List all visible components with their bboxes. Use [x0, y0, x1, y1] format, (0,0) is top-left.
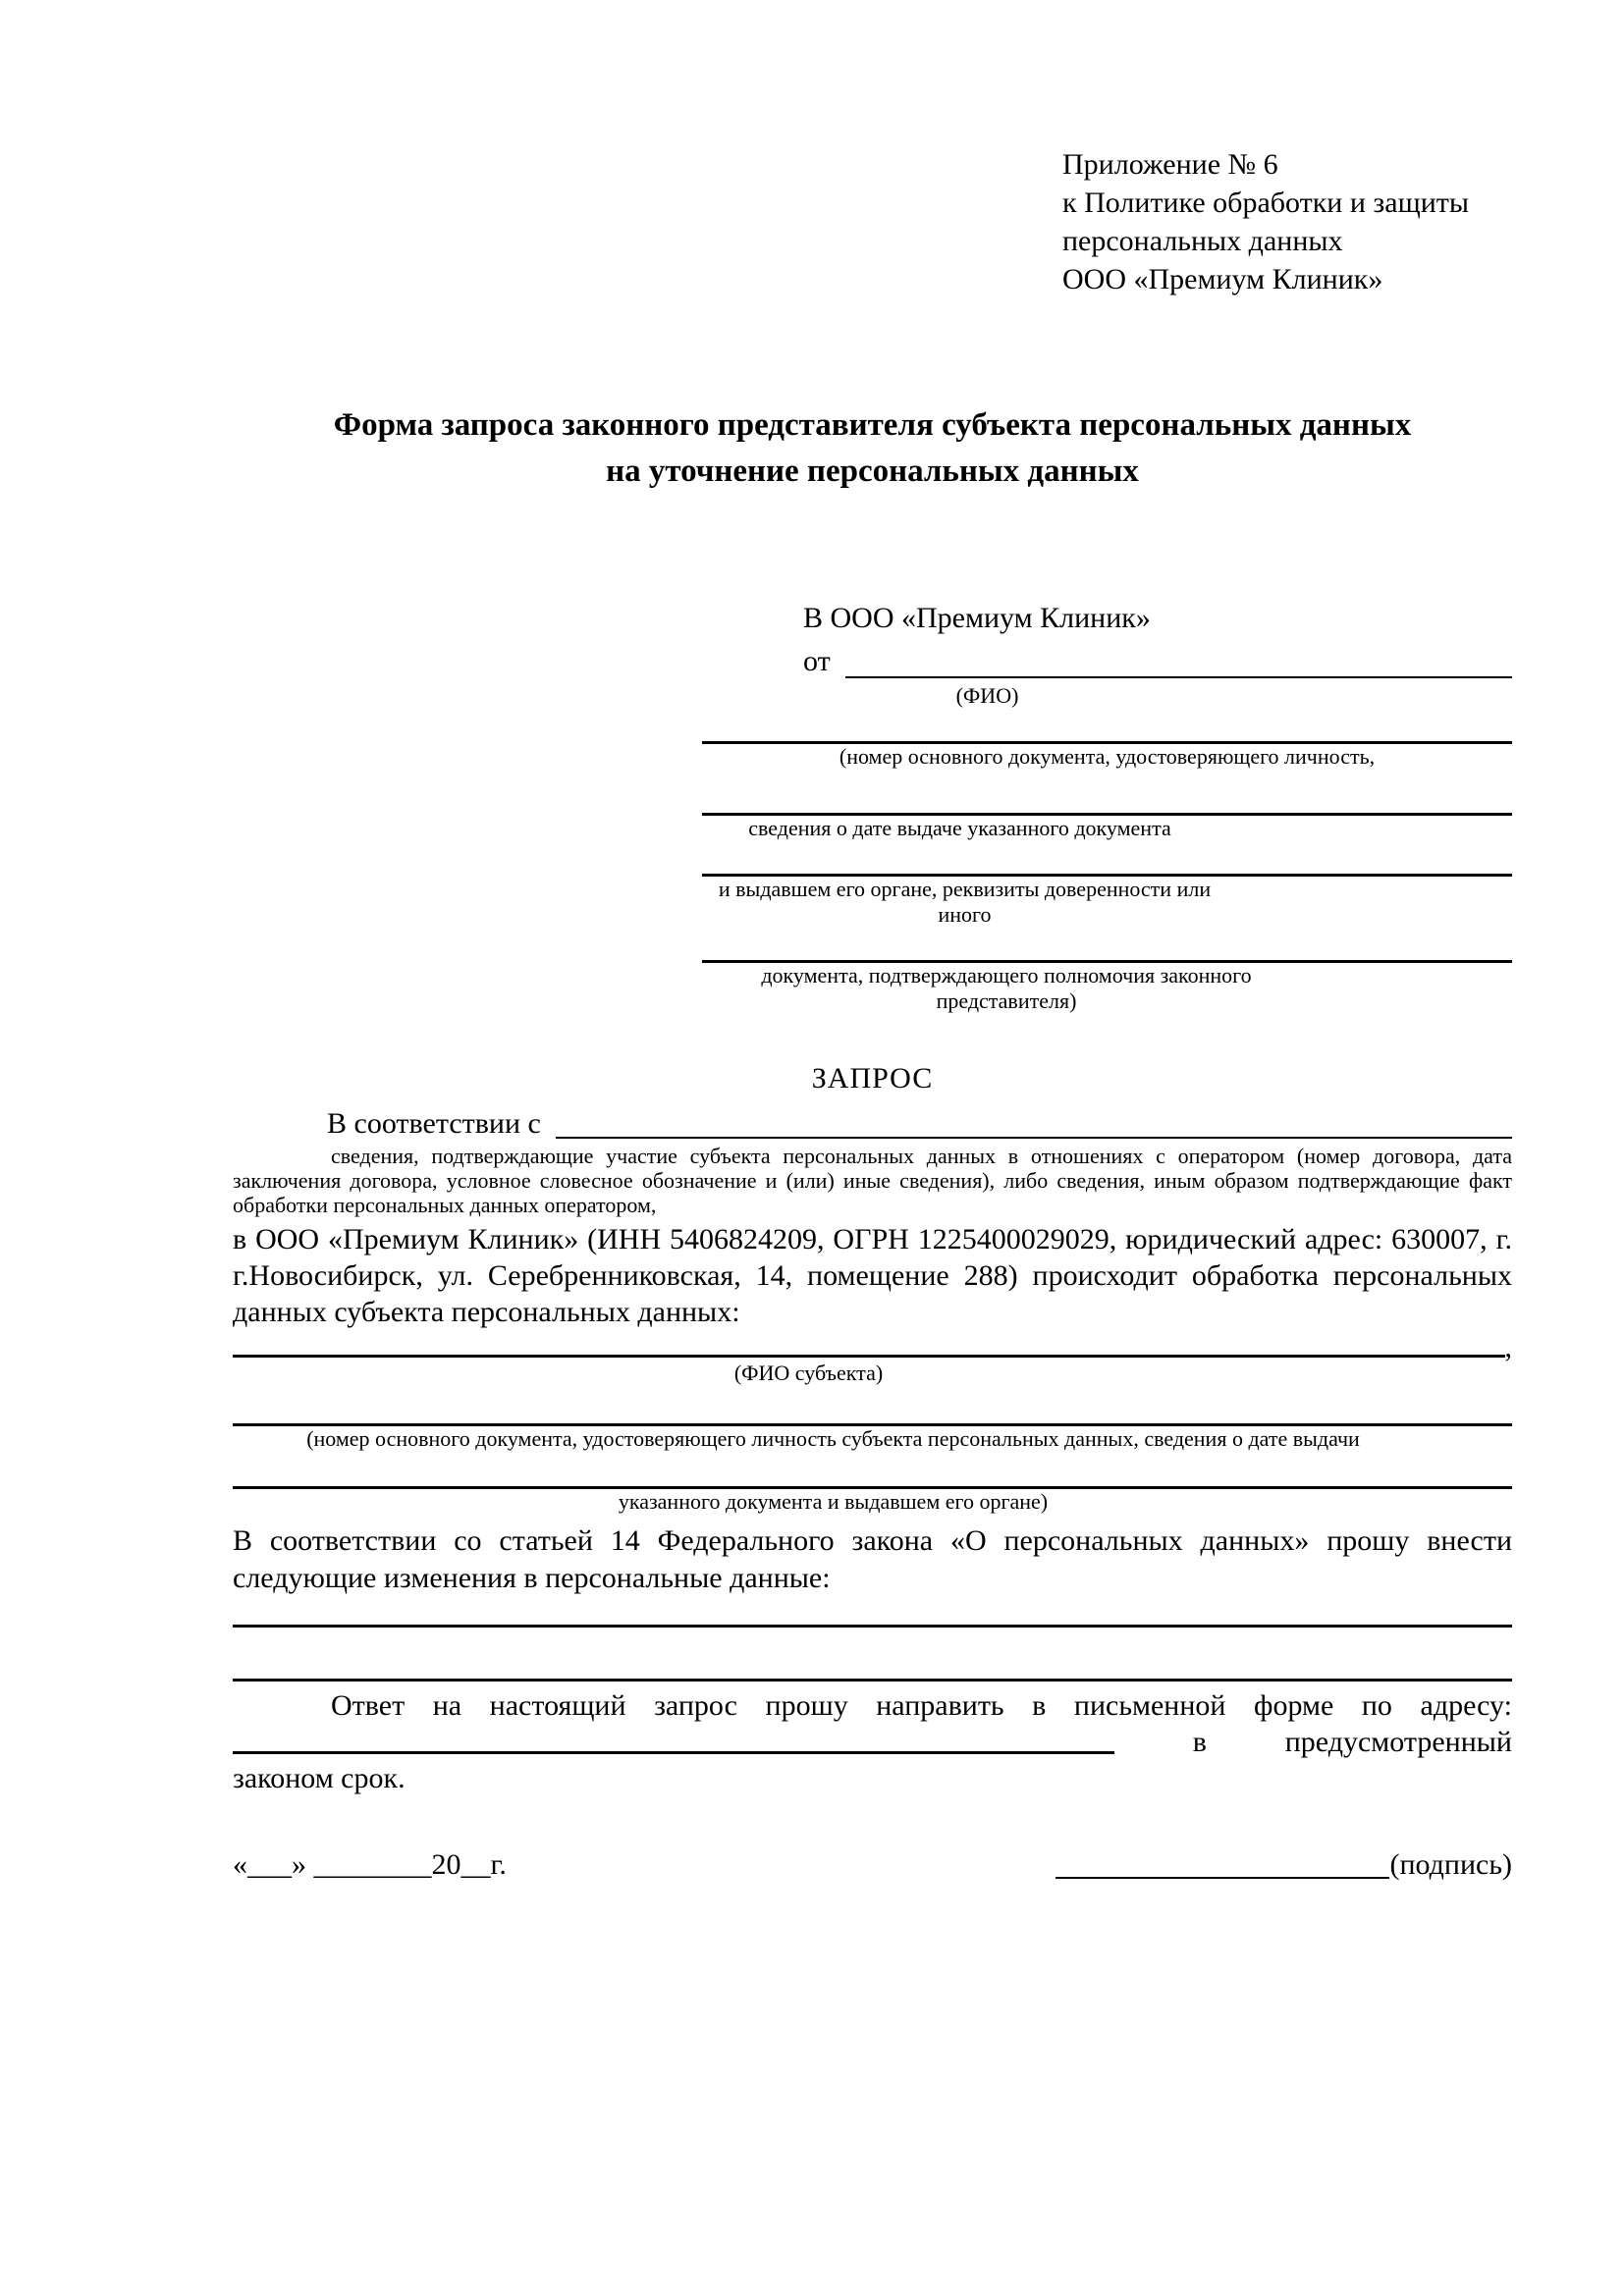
addressee-block: [702, 597, 1512, 1014]
signature-blank-line: [1056, 1877, 1389, 1879]
addressee-org: В ООО «Премиум Клиник»: [803, 602, 1151, 634]
fio-blank-line: [845, 640, 1512, 678]
addressee-field: [702, 813, 1512, 841]
appendix-line: Приложение № 6: [1062, 148, 1278, 181]
signature-caption: (подпись): [1389, 1848, 1512, 1881]
title-line-2: на уточнение персональных данных: [606, 454, 1139, 489]
changes-blank-line: [233, 1679, 1512, 1682]
intro-prefix: В соответствии с: [327, 1107, 549, 1140]
law-paragraph: В соответствии со статьей 14 Федерального закона «О персональных данных» прошу внести следующие изменения в персональные данные:: [233, 1524, 1512, 1594]
intro-caption: сведения, подтверждающие участие субъекта персональных данных в отношениях с оператором (номер договора, дата заключения договора, условное словесное обозначение и (или) иные сведения), либо сведения, иным образом подтверждающие факт обработки персональных данных оператором,: [233, 1144, 1512, 1217]
field-caption: и выдавшем его органе, реквизиты доверенности или иного: [718, 877, 1212, 927]
appendix-line: ООО «Премиум Клиник»: [1062, 263, 1383, 295]
field-caption: документа, подтверждающего полномочия законного представителя): [761, 963, 1252, 1013]
answer-paragraph-line-2: [233, 1724, 1512, 1760]
addressee-field: [702, 874, 1512, 928]
title-line-1: Форма запроса законного представителя субъекта персональных данных: [333, 407, 1412, 443]
fio-caption: (ФИО): [955, 683, 1019, 708]
operator-paragraph: в ООО «Премиум Клиник» (ИНН 5406824209, ОГРН 1225400029029, юридический адрес: 630007, г. г.Новосибирск, ул. Серебренниковская, 14, помещение 288) происходит обработка персональных данных субъекта персональных данных:: [233, 1223, 1512, 1328]
date-field: «___» ________20__г.: [233, 1848, 507, 1881]
request-heading: ЗАПРОС: [811, 1062, 934, 1095]
appendix-note: [1062, 145, 1512, 298]
changes-blank-line: [233, 1625, 1512, 1628]
addressee-field: [702, 960, 1512, 1014]
address-blank-line: [233, 1724, 1114, 1754]
intro-blank-line: [556, 1104, 1512, 1139]
from-label: от: [803, 645, 839, 677]
blank-line: [233, 1355, 1505, 1358]
signature-field: [1056, 1845, 1512, 1885]
answer-paragraph-line-1: Ответ на настоящий запрос прошу направить в письменной форме по адресу:: [331, 1689, 1512, 1722]
document-title: [233, 402, 1512, 495]
answer-paragraph-line-3: законом срок.: [233, 1762, 406, 1794]
appendix-line: к Политике обработки и защиты: [1062, 187, 1470, 219]
appendix-line: персональных данных: [1062, 225, 1343, 257]
answer-word: в: [1192, 1726, 1207, 1758]
subject-fio-blank-line: [233, 1330, 1512, 1363]
field-caption: сведения о дате выдаче указанного документа: [748, 816, 1171, 840]
date-signature-row: [233, 1845, 1512, 1885]
comma: ,: [1504, 1331, 1512, 1363]
subject-fio-caption: (ФИО субъекта): [733, 1361, 884, 1385]
addressee-from-line: [702, 640, 1512, 683]
addressee-field: [702, 741, 1512, 770]
answer-word: предусмотренный: [1284, 1726, 1512, 1758]
field-caption: (номер основного документа, удостоверяющего личность,: [839, 744, 1376, 769]
subject-doc-caption-2: указанного документа и выдавшем его органе): [618, 1489, 1049, 1514]
subject-doc-caption-1: (номер основного документа, удостоверяющего личность субъекта персональных данных, сведения о дате выдачи: [306, 1426, 1360, 1451]
intro-line: [233, 1104, 1512, 1144]
